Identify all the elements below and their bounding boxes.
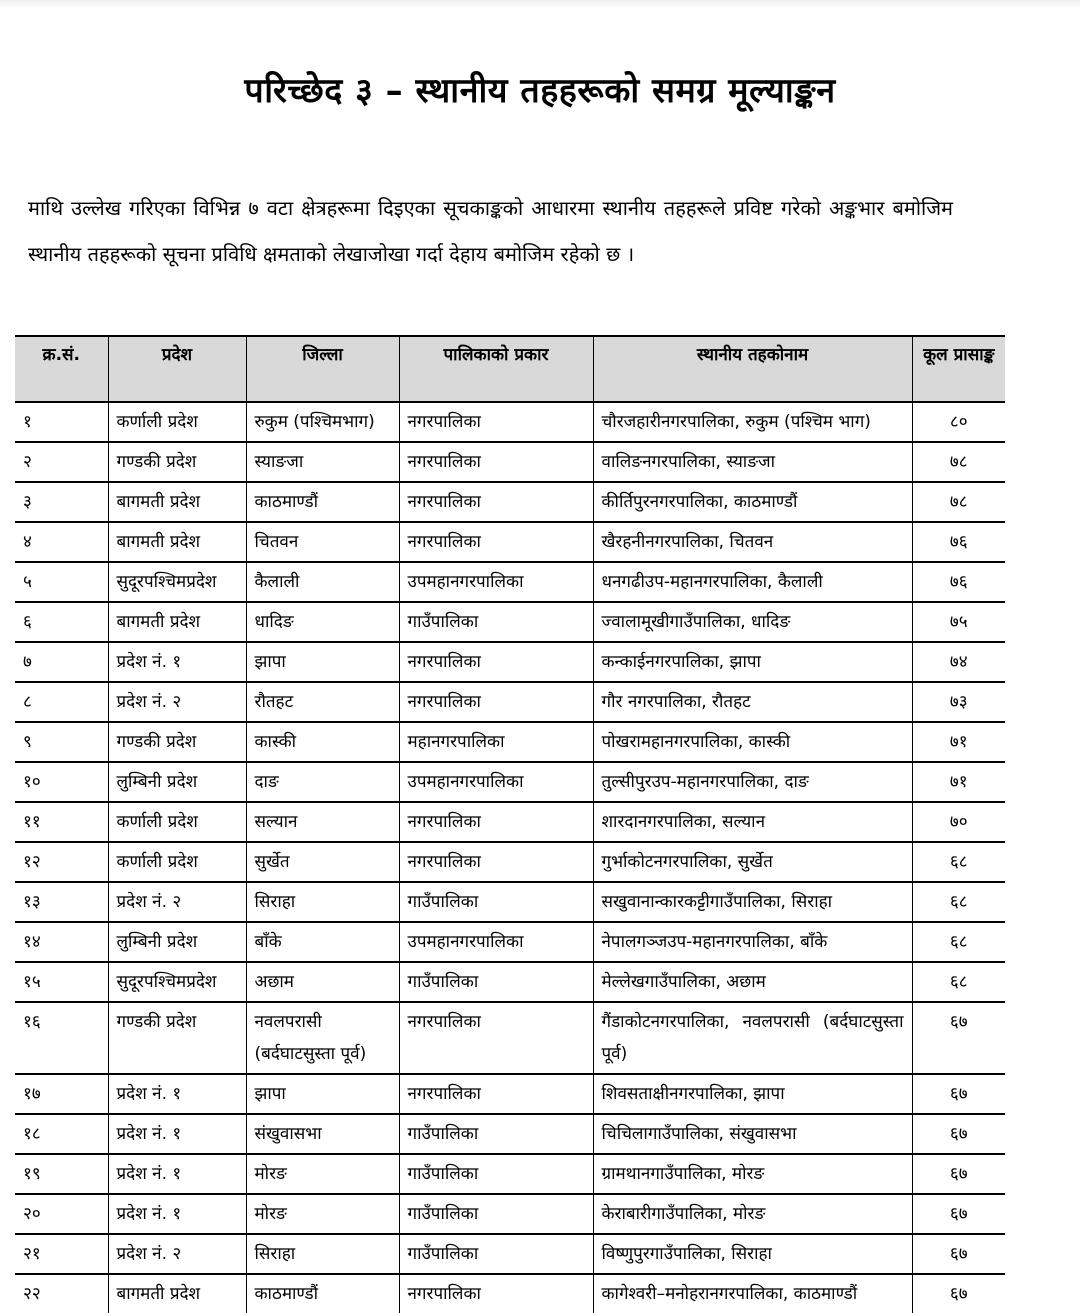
- ranking-table: [15, 335, 1005, 1313]
- cell-total-score: ७०: [912, 802, 1005, 842]
- cell-local-level-name: गौर नगरपालिका, रौतहट: [593, 682, 912, 722]
- cell-district: धादिङ: [246, 602, 399, 642]
- table-row: [15, 722, 1005, 762]
- cell-serial: २२: [15, 1274, 108, 1313]
- header-district: जिल्ला: [246, 336, 399, 402]
- cell-municipality-type: महानगरपालिका: [399, 722, 593, 762]
- table-header-row: [15, 336, 1005, 402]
- cell-province: सुदूरपश्चिमप्रदेश: [108, 962, 246, 1002]
- cell-total-score: ७३: [912, 682, 1005, 722]
- cell-province: प्रदेश नं. २: [108, 882, 246, 922]
- cell-province: प्रदेश नं. १: [108, 642, 246, 682]
- cell-district: कैलाली: [246, 562, 399, 602]
- cell-local-level-name: धनगढीउप-महानगरपालिका, कैलाली: [593, 562, 912, 602]
- cell-district: सिराहा: [246, 1234, 399, 1274]
- table-row: [15, 762, 1005, 802]
- cell-municipality-type: नगरपालिका: [399, 1002, 593, 1074]
- cell-total-score: ७१: [912, 722, 1005, 762]
- cell-total-score: ६८: [912, 922, 1005, 962]
- cell-district: मोरङ: [246, 1194, 399, 1234]
- cell-total-score: ६८: [912, 882, 1005, 922]
- cell-serial: ९: [15, 722, 108, 762]
- table-row: [15, 962, 1005, 1002]
- cell-municipality-type: उपमहानगरपालिका: [399, 922, 593, 962]
- cell-local-level-name: मेल्लेखगाउँपालिका, अछाम: [593, 962, 912, 1002]
- cell-province: प्रदेश नं. २: [108, 1234, 246, 1274]
- cell-municipality-type: गाउँपालिका: [399, 1154, 593, 1194]
- cell-municipality-type: नगरपालिका: [399, 642, 593, 682]
- cell-serial: ८: [15, 682, 108, 722]
- cell-local-level-name: शारदानगरपालिका, सल्यान: [593, 802, 912, 842]
- table-row: [15, 842, 1005, 882]
- intro-paragraph: माथि उल्लेख गरिएका विभिन्न ७ वटा क्षेत्रहरूमा दिइएका सूचकाङ्कको आधारमा स्थानीय तहहरूले प्रविष्ट गरेको अङ्कभार बमोजिम स्थानीय तहहरूको सूचना प्रविधि क्षमताको लेखाजोखा गर्दा देहाय बमोजिम रहेको छ ।: [28, 196, 953, 266]
- table-row: [15, 1154, 1005, 1194]
- cell-province: लुम्बिनी प्रदेश: [108, 922, 246, 962]
- cell-municipality-type: नगरपालिका: [399, 802, 593, 842]
- cell-serial: ५: [15, 562, 108, 602]
- header-serial: क्र.सं.: [15, 336, 108, 402]
- cell-municipality-type: उपमहानगरपालिका: [399, 762, 593, 802]
- cell-local-level-name: विष्णुपुरगाउँपालिका, सिराहा: [593, 1234, 912, 1274]
- cell-province: लुम्बिनी प्रदेश: [108, 762, 246, 802]
- cell-total-score: ७८: [912, 482, 1005, 522]
- cell-serial: १८: [15, 1114, 108, 1154]
- cell-province: सुदूरपश्चिमप्रदेश: [108, 562, 246, 602]
- cell-province: कर्णाली प्रदेश: [108, 402, 246, 442]
- cell-total-score: ७६: [912, 522, 1005, 562]
- cell-local-level-name: तुल्सीपुरउप-महानगरपालिका, दाङ: [593, 762, 912, 802]
- cell-local-level-name: कीर्तिपुरनगरपालिका, काठमाण्डौं: [593, 482, 912, 522]
- table-row: [15, 482, 1005, 522]
- cell-municipality-type: गाउँपालिका: [399, 1114, 593, 1154]
- table-row: [15, 1234, 1005, 1274]
- table-row: [15, 802, 1005, 842]
- cell-total-score: ६७: [912, 1114, 1005, 1154]
- table-row: [15, 402, 1005, 442]
- cell-province: गण्डकी प्रदेश: [108, 722, 246, 762]
- cell-serial: १९: [15, 1154, 108, 1194]
- cell-serial: १५: [15, 962, 108, 1002]
- cell-municipality-type: गाउँपालिका: [399, 602, 593, 642]
- cell-municipality-type: गाउँपालिका: [399, 962, 593, 1002]
- cell-serial: २: [15, 442, 108, 482]
- cell-district: कास्की: [246, 722, 399, 762]
- cell-serial: ११: [15, 802, 108, 842]
- cell-serial: १३: [15, 882, 108, 922]
- cell-total-score: ६७: [912, 1002, 1005, 1074]
- cell-serial: ७: [15, 642, 108, 682]
- cell-district: दाङ: [246, 762, 399, 802]
- cell-total-score: ६७: [912, 1154, 1005, 1194]
- table-row: [15, 1274, 1005, 1313]
- cell-total-score: ६७: [912, 1274, 1005, 1313]
- cell-district: रुकुम (पश्चिमभाग): [246, 402, 399, 442]
- cell-local-level-name: कागेश्वरी–मनोहरानगरपालिका, काठमाण्डौं: [593, 1274, 912, 1313]
- cell-province: प्रदेश नं. १: [108, 1154, 246, 1194]
- cell-province: प्रदेश नं. १: [108, 1194, 246, 1234]
- header-local-level-name: स्थानीय तहकोनाम: [593, 336, 912, 402]
- table-row: [15, 1002, 1005, 1074]
- cell-district: चितवन: [246, 522, 399, 562]
- cell-district: झापा: [246, 1074, 399, 1114]
- table-row: [15, 682, 1005, 722]
- cell-district: मोरङ: [246, 1154, 399, 1194]
- cell-district: काठमाण्डौं: [246, 482, 399, 522]
- cell-district: संखुवासभा: [246, 1114, 399, 1154]
- cell-serial: २१: [15, 1234, 108, 1274]
- cell-local-level-name: वालिङनगरपालिका, स्याङजा: [593, 442, 912, 482]
- cell-total-score: ७५: [912, 602, 1005, 642]
- cell-local-level-name: केराबारीगाउँपालिका, मोरङ: [593, 1194, 912, 1234]
- cell-province: बागमती प्रदेश: [108, 1274, 246, 1313]
- cell-district: झापा: [246, 642, 399, 682]
- cell-province: गण्डकी प्रदेश: [108, 442, 246, 482]
- cell-local-level-name: चौरजहारीनगरपालिका, रुकुम (पश्चिम भाग): [593, 402, 912, 442]
- page-title: परिच्छेद ३ – स्थानीय तहहरूको समग्र मूल्याङ्कन: [244, 71, 836, 111]
- cell-district: सुर्खेत: [246, 842, 399, 882]
- cell-municipality-type: गाउँपालिका: [399, 1234, 593, 1274]
- cell-serial: १: [15, 402, 108, 442]
- table-row: [15, 922, 1005, 962]
- cell-local-level-name: गुर्भाकोटनगरपालिका, सुर्खेत: [593, 842, 912, 882]
- cell-district: नवलपरासी (बर्दघाटसुस्ता पूर्व): [246, 1002, 399, 1074]
- cell-municipality-type: नगरपालिका: [399, 682, 593, 722]
- cell-district: स्याङजा: [246, 442, 399, 482]
- table-row: [15, 602, 1005, 642]
- cell-province: गण्डकी प्रदेश: [108, 1002, 246, 1074]
- cell-serial: १४: [15, 922, 108, 962]
- cell-total-score: ६८: [912, 842, 1005, 882]
- cell-local-level-name: ग्रामथानगाउँपालिका, मोरङ: [593, 1154, 912, 1194]
- cell-local-level-name: खैरहनीनगरपालिका, चितवन: [593, 522, 912, 562]
- cell-province: प्रदेश नं. १: [108, 1114, 246, 1154]
- cell-total-score: ७१: [912, 762, 1005, 802]
- cell-district: अछाम: [246, 962, 399, 1002]
- cell-municipality-type: नगरपालिका: [399, 522, 593, 562]
- cell-serial: ४: [15, 522, 108, 562]
- cell-province: प्रदेश नं. २: [108, 682, 246, 722]
- table-row: [15, 562, 1005, 602]
- cell-total-score: ६७: [912, 1074, 1005, 1114]
- header-province: प्रदेश: [108, 336, 246, 402]
- cell-municipality-type: नगरपालिका: [399, 842, 593, 882]
- table-row: [15, 1114, 1005, 1154]
- table-row: [15, 1074, 1005, 1114]
- top-edge-shadow: [0, 0, 1080, 8]
- cell-serial: १६: [15, 1002, 108, 1074]
- cell-local-level-name: ज्वालामूखीगाउँपालिका, धादिङ: [593, 602, 912, 642]
- cell-municipality-type: उपमहानगरपालिका: [399, 562, 593, 602]
- cell-municipality-type: नगरपालिका: [399, 482, 593, 522]
- table-row: [15, 882, 1005, 922]
- cell-local-level-name: शिवसताक्षीनगरपालिका, झापा: [593, 1074, 912, 1114]
- cell-municipality-type: नगरपालिका: [399, 442, 593, 482]
- cell-district: सल्यान: [246, 802, 399, 842]
- table-body: [15, 402, 1005, 1313]
- cell-local-level-name: नेपालगञ्जउप-महानगरपालिका, बाँके: [593, 922, 912, 962]
- cell-total-score: ८०: [912, 402, 1005, 442]
- header-total-score: कूल प्रासाङ्क: [912, 336, 1005, 402]
- cell-local-level-name: कन्काईनगरपालिका, झापा: [593, 642, 912, 682]
- cell-municipality-type: नगरपालिका: [399, 402, 593, 442]
- cell-municipality-type: गाउँपालिका: [399, 1194, 593, 1234]
- cell-total-score: ६७: [912, 1194, 1005, 1234]
- cell-province: बागमती प्रदेश: [108, 602, 246, 642]
- cell-total-score: ७८: [912, 442, 1005, 482]
- cell-municipality-type: नगरपालिका: [399, 1274, 593, 1313]
- cell-municipality-type: नगरपालिका: [399, 1074, 593, 1114]
- cell-total-score: ६८: [912, 962, 1005, 1002]
- table-row: [15, 442, 1005, 482]
- cell-serial: २०: [15, 1194, 108, 1234]
- header-municipality-type: पालिकाको प्रकार: [399, 336, 593, 402]
- cell-district: बाँके: [246, 922, 399, 962]
- cell-district: रौतहट: [246, 682, 399, 722]
- cell-district: सिराहा: [246, 882, 399, 922]
- cell-total-score: ६७: [912, 1234, 1005, 1274]
- cell-district: काठमाण्डौं: [246, 1274, 399, 1313]
- cell-total-score: ७६: [912, 562, 1005, 602]
- cell-province: बागमती प्रदेश: [108, 482, 246, 522]
- cell-local-level-name: चिचिलागाउँपालिका, संखुवासभा: [593, 1114, 912, 1154]
- cell-local-level-name: गैंडाकोटनगरपालिका, नवलपरासी (बर्दघाटसुस्ता पूर्व): [593, 1002, 912, 1074]
- cell-local-level-name: सखुवानान्कारकट्टीगाउँपालिका, सिराहा: [593, 882, 912, 922]
- table-row: [15, 642, 1005, 682]
- cell-local-level-name: पोखरामहानगरपालिका, कास्की: [593, 722, 912, 762]
- cell-serial: ३: [15, 482, 108, 522]
- cell-province: बागमती प्रदेश: [108, 522, 246, 562]
- cell-province: कर्णाली प्रदेश: [108, 802, 246, 842]
- cell-municipality-type: गाउँपालिका: [399, 882, 593, 922]
- table-row: [15, 1194, 1005, 1234]
- cell-total-score: ७४: [912, 642, 1005, 682]
- cell-serial: १०: [15, 762, 108, 802]
- cell-province: कर्णाली प्रदेश: [108, 842, 246, 882]
- cell-serial: ६: [15, 602, 108, 642]
- cell-province: प्रदेश नं. १: [108, 1074, 246, 1114]
- table-row: [15, 522, 1005, 562]
- cell-serial: १७: [15, 1074, 108, 1114]
- cell-serial: १२: [15, 842, 108, 882]
